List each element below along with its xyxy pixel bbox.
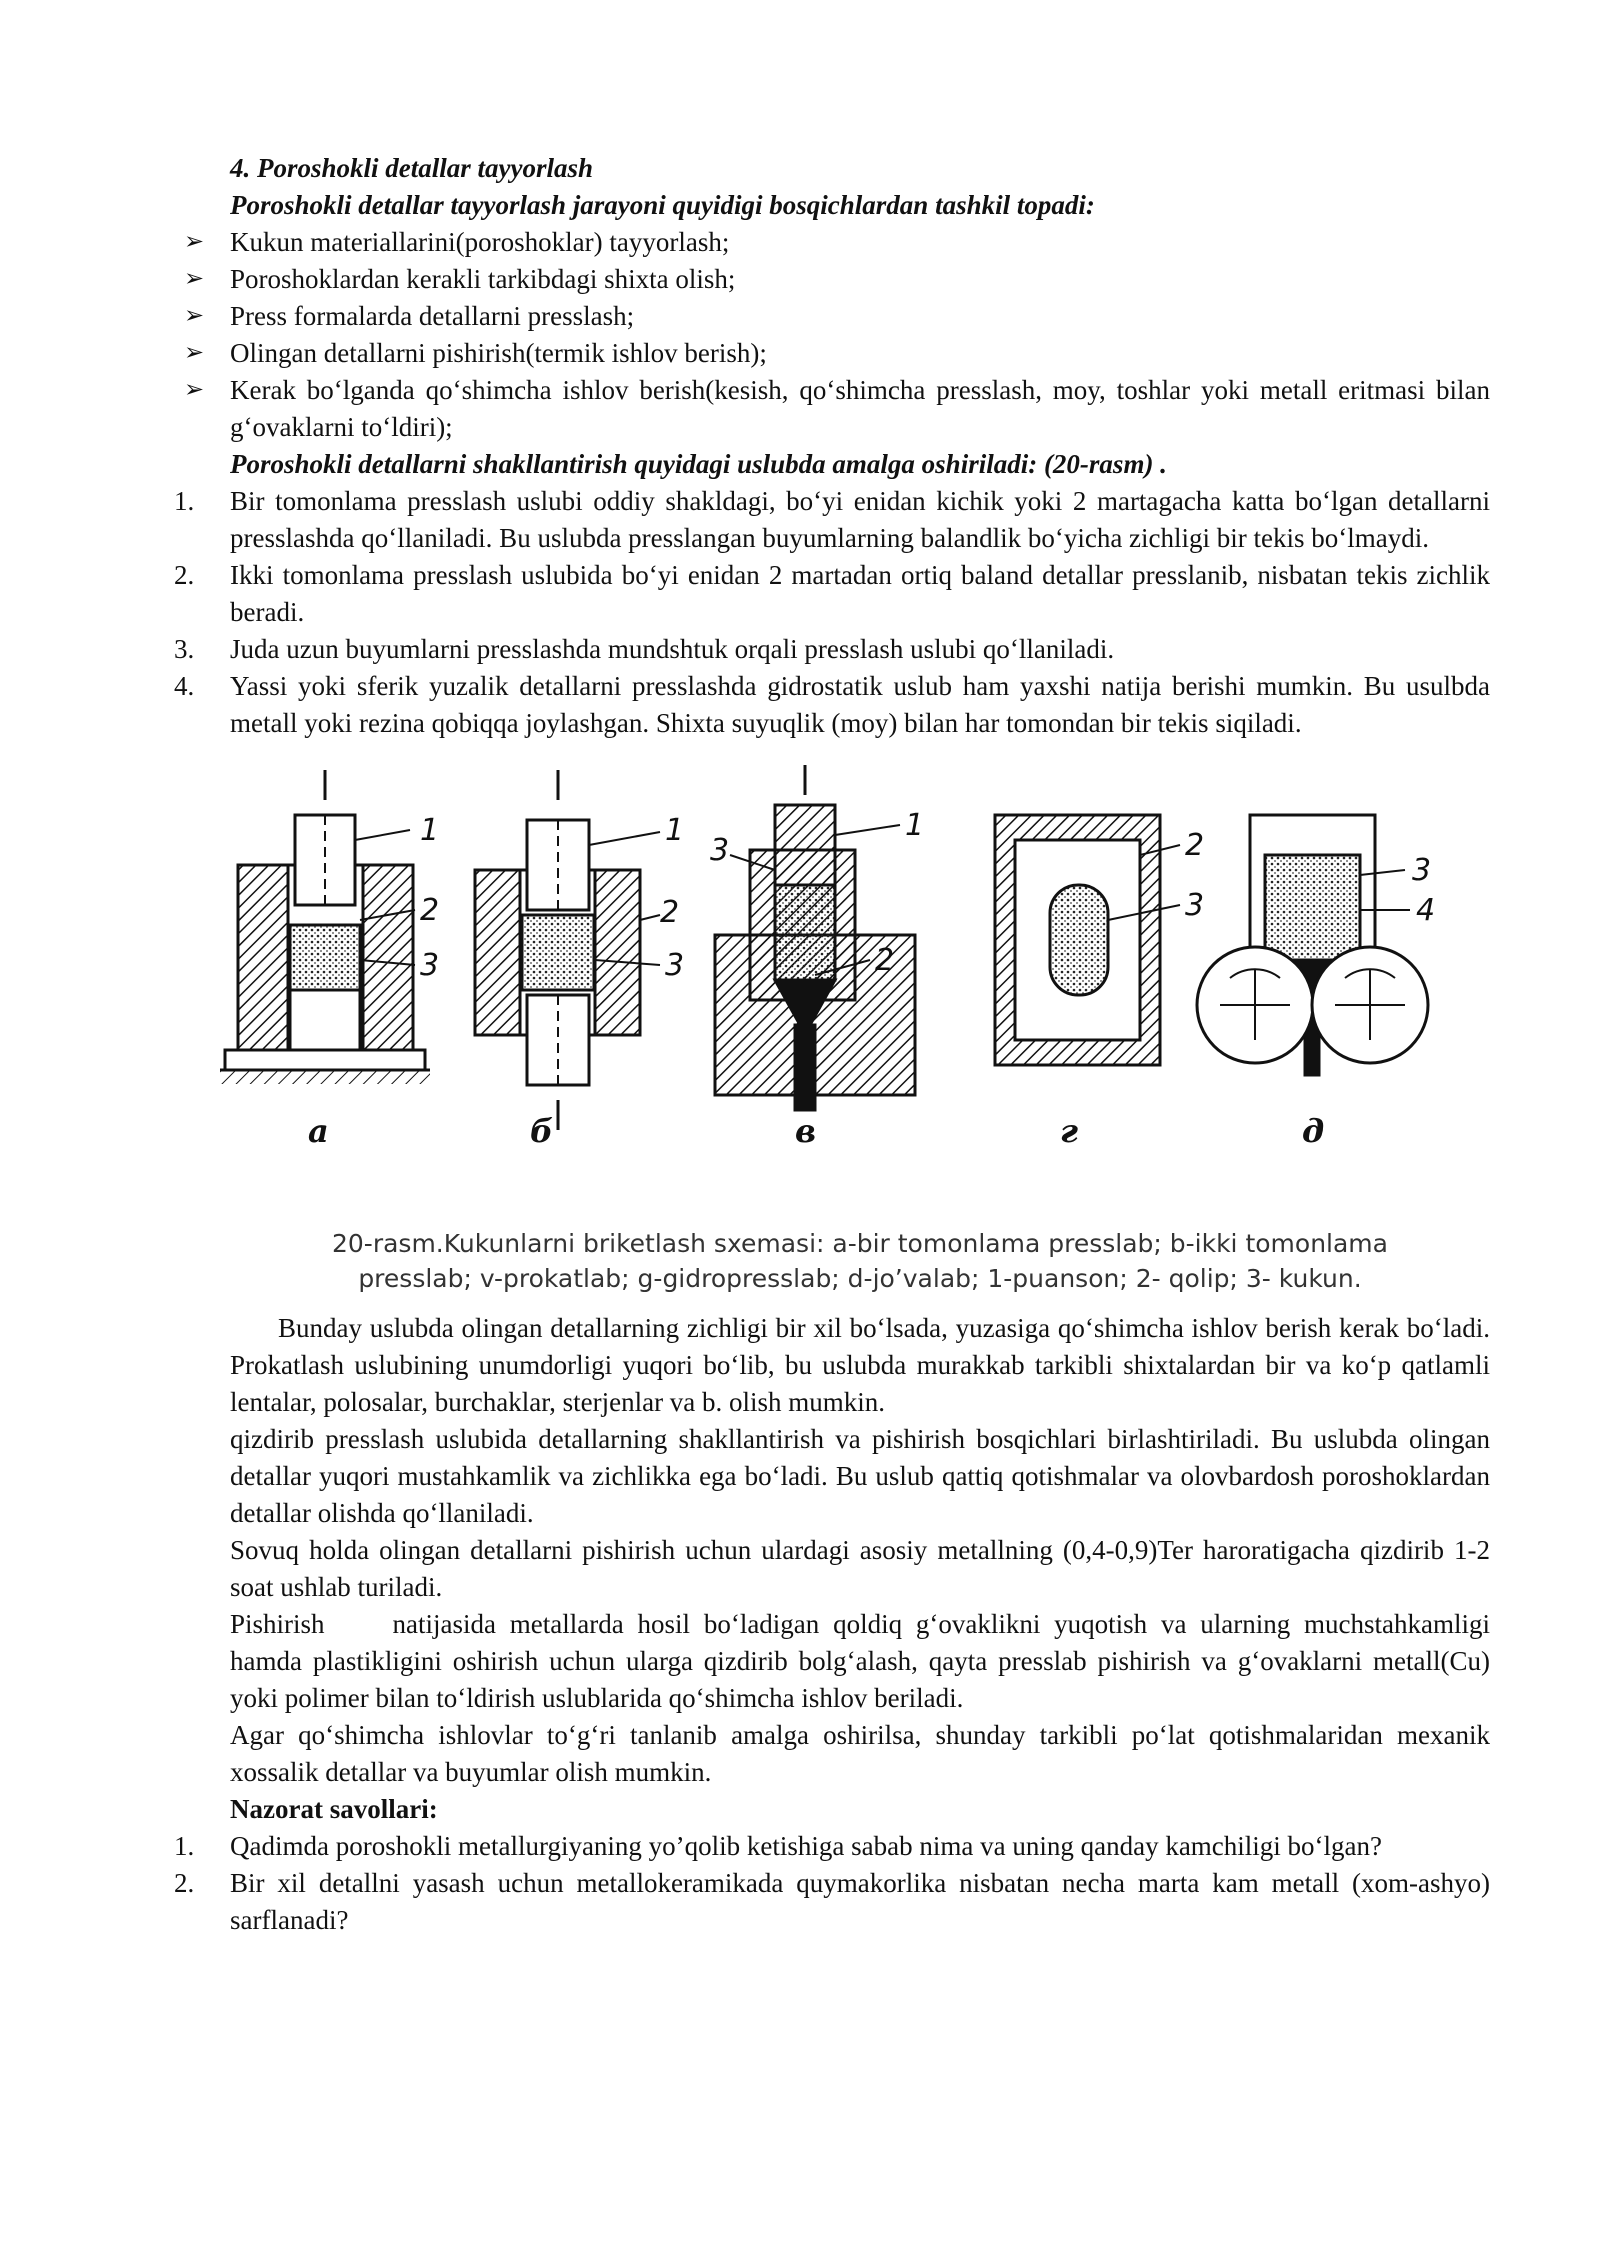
- panel-letter: г: [1060, 1112, 1078, 1150]
- callout-label: 1: [665, 813, 685, 848]
- list-item: ➢ Kukun materiallarini(poroshoklar) tayyorlash;: [230, 224, 1490, 261]
- panel-letter: д: [1302, 1112, 1325, 1150]
- list-item: ➢ Kerak bo‘lganda qo‘shimcha ishlov berish(kesish, qo‘shimcha presslash, moy, toshlar yoki metall eritmasi bilan g‘ovaklarni to‘ldiri);: [230, 372, 1490, 446]
- callout-label: 2: [875, 943, 895, 978]
- pishirish-rest: natijasida metallarda hosil bo‘ladigan qoldiq g‘ovaklikni yuqotish va ularning muchstahkamligi hamda plastikligini oshirish uchun ularga qizdirib bolg‘alash, qayta presslab pishirish va g‘ovaklarni metall(Cu) yoki polimer bilan to‘ldirish uslublarida qo‘shimcha ishlov beriladi.: [230, 1609, 1490, 1713]
- panel-letter: в: [795, 1112, 817, 1150]
- callout-label: 2: [1185, 828, 1205, 863]
- body-paragraph: [230, 1606, 1490, 1717]
- caption-line: presslab; v-prokatlab; g-gidropresslab; d-jo’valab; 1-puanson; 2- qolip; 3- kukun.: [358, 1264, 1362, 1293]
- document-page: [174, 150, 1490, 1939]
- list-item: 2. Bir xil detallni yasash uchun metallokeramikada quymakorlika nisbatan necha marta kam metall (xom-ashyo) sarflanadi?: [174, 1868, 1490, 1935]
- questions-heading: Nazorat savollari:: [230, 1794, 438, 1824]
- section-title: 4. Poroshokli detallar tayyorlash: [230, 153, 594, 183]
- list-item: 1. Qadimda poroshokli metallurgiyaning yo’qolib ketishiga sabab nima va uning qanday kamchiligi bo‘lgan?: [174, 1831, 1383, 1861]
- methods-list: [174, 483, 1490, 742]
- list-item: 4. Yassi yoki sferik yuzalik detallarni presslashda gidrostatik uslub ham yaxshi natija berishi mumkin. Bu usulbda metall yoki rezina qobiqqa joylashgan. Shixta suyuqlik (moy) bilan har tomondan bir tekis siqiladi.: [174, 671, 1490, 738]
- caption-line: 20-rasm.Kukunlarni briketlash sxemasi: a-bir tomonlama presslab; b-ikki tomonlama: [332, 1229, 1388, 1258]
- arrowhead-bullet-icon: ➢: [184, 303, 205, 329]
- list-item: 2. Ikki tomonlama presslash uslubida bo‘yi enidan 2 martadan ortiq baland detallar presslanib, nisbatan tekis zichlik beradi.: [174, 560, 1490, 627]
- intro-heading: Poroshokli detallar tayyorlash jarayoni quyidigi bosqichlardan tashkil topadi:: [230, 190, 1095, 220]
- callout-label: 2: [420, 893, 440, 928]
- questions-list: [174, 1828, 1490, 1939]
- panel-v-diagram: [715, 765, 915, 1110]
- callout-label: 3: [710, 833, 730, 868]
- callout-label: 4: [1416, 893, 1436, 928]
- callout-label: 3: [420, 948, 440, 983]
- list-item: 3. Juda uzun buyumlarni presslashda mundshtuk orqali presslash uslubi qo‘llaniladi.: [174, 634, 1115, 664]
- panel-b-diagram: [475, 770, 660, 1130]
- pishirish-word: Pishirish: [230, 1609, 325, 1639]
- arrowhead-bullet-icon: ➢: [184, 340, 205, 366]
- panel-letter: б: [530, 1112, 554, 1150]
- panel-letter: а: [308, 1112, 329, 1150]
- list-item: ➢ Poroshoklardan kerakli tarkibdagi shixta olish;: [230, 261, 1490, 298]
- list-item: ➢ Olingan detallarni pishirish(termik ishlov berish);: [230, 335, 1490, 372]
- callout-label: 1: [905, 808, 925, 843]
- figure-caption: [230, 1226, 1490, 1296]
- body-paragraph: Bunday uslubda olingan detallarning zichligi bir xil bo‘lsada, yuzasiga qo‘shimcha ishlov berish kerak bo‘ladi. Prokatlash uslubining unumdorligi yuqori bo‘lib, bu uslubda murakkab tarkibli shixtalardan bir va ko‘p qatlamli lentalar, polosalar, burchaklar, sterjenlar va b. olish mumkin.: [230, 1313, 1490, 1417]
- callout-label: 2: [660, 895, 680, 930]
- body-paragraph: Sovuq holda olingan detallarni pishirish uchun ulardagi asosiy metallning (0,4-0,9)Ter haroratigacha qizdirib 1-2 soat ushlab turiladi.: [230, 1535, 1490, 1602]
- callout-label: 3: [665, 948, 685, 983]
- panel-g-diagram: [995, 815, 1180, 1065]
- arrowhead-bullet-icon: ➢: [184, 266, 205, 292]
- body-paragraph: Agar qo‘shimcha ishlovlar to‘g‘ri tanlanib amalga oshirilsa, shunday tarkibli po‘lat qotishmalaridan mexanik xossalik detallar va buyumlar olish mumkin.: [230, 1720, 1490, 1787]
- panel-d-diagram: [1197, 815, 1428, 1075]
- figure-drawing: [220, 760, 1480, 1220]
- methods-heading: Poroshokli detallarni shakllantirish quyidagi uslubda amalga oshiriladi: (20-rasm) .: [230, 449, 1167, 479]
- steps-list: [184, 224, 1490, 446]
- callout-label: 3: [1412, 853, 1432, 888]
- callout-label: 3: [1185, 888, 1205, 923]
- callout-label: 1: [420, 813, 440, 848]
- arrowhead-bullet-icon: ➢: [184, 229, 205, 255]
- list-item: ➢ Press formalarda detallarni presslash;: [230, 298, 1490, 335]
- arrowhead-bullet-icon: ➢: [184, 377, 205, 403]
- figure-briquetting-schemes: [230, 760, 1490, 1220]
- body-paragraph: qizdirib presslash uslubida detallarning shakllantirish va pishirish bosqichlari birlashtiriladi. Bu uslubda olingan detallar yuqori mustahkamlik va zichlikka ega bo‘ladi. Bu uslub qattiq qotishmalar va olovbardosh poroshoklardan detallar olishda qo‘llaniladi.: [230, 1424, 1490, 1528]
- panel-a-diagram: [220, 770, 430, 1084]
- list-item: 1. Bir tomonlama presslash uslubi oddiy shakldagi, bo‘yi enidan kichik yoki 2 martagacha katta bo‘lgan detallarni presslashda qo‘llaniladi. Bu uslubda presslangan buyumlarning balandlik bo‘yicha zichligi bir tekis bo‘lmaydi.: [174, 486, 1490, 553]
